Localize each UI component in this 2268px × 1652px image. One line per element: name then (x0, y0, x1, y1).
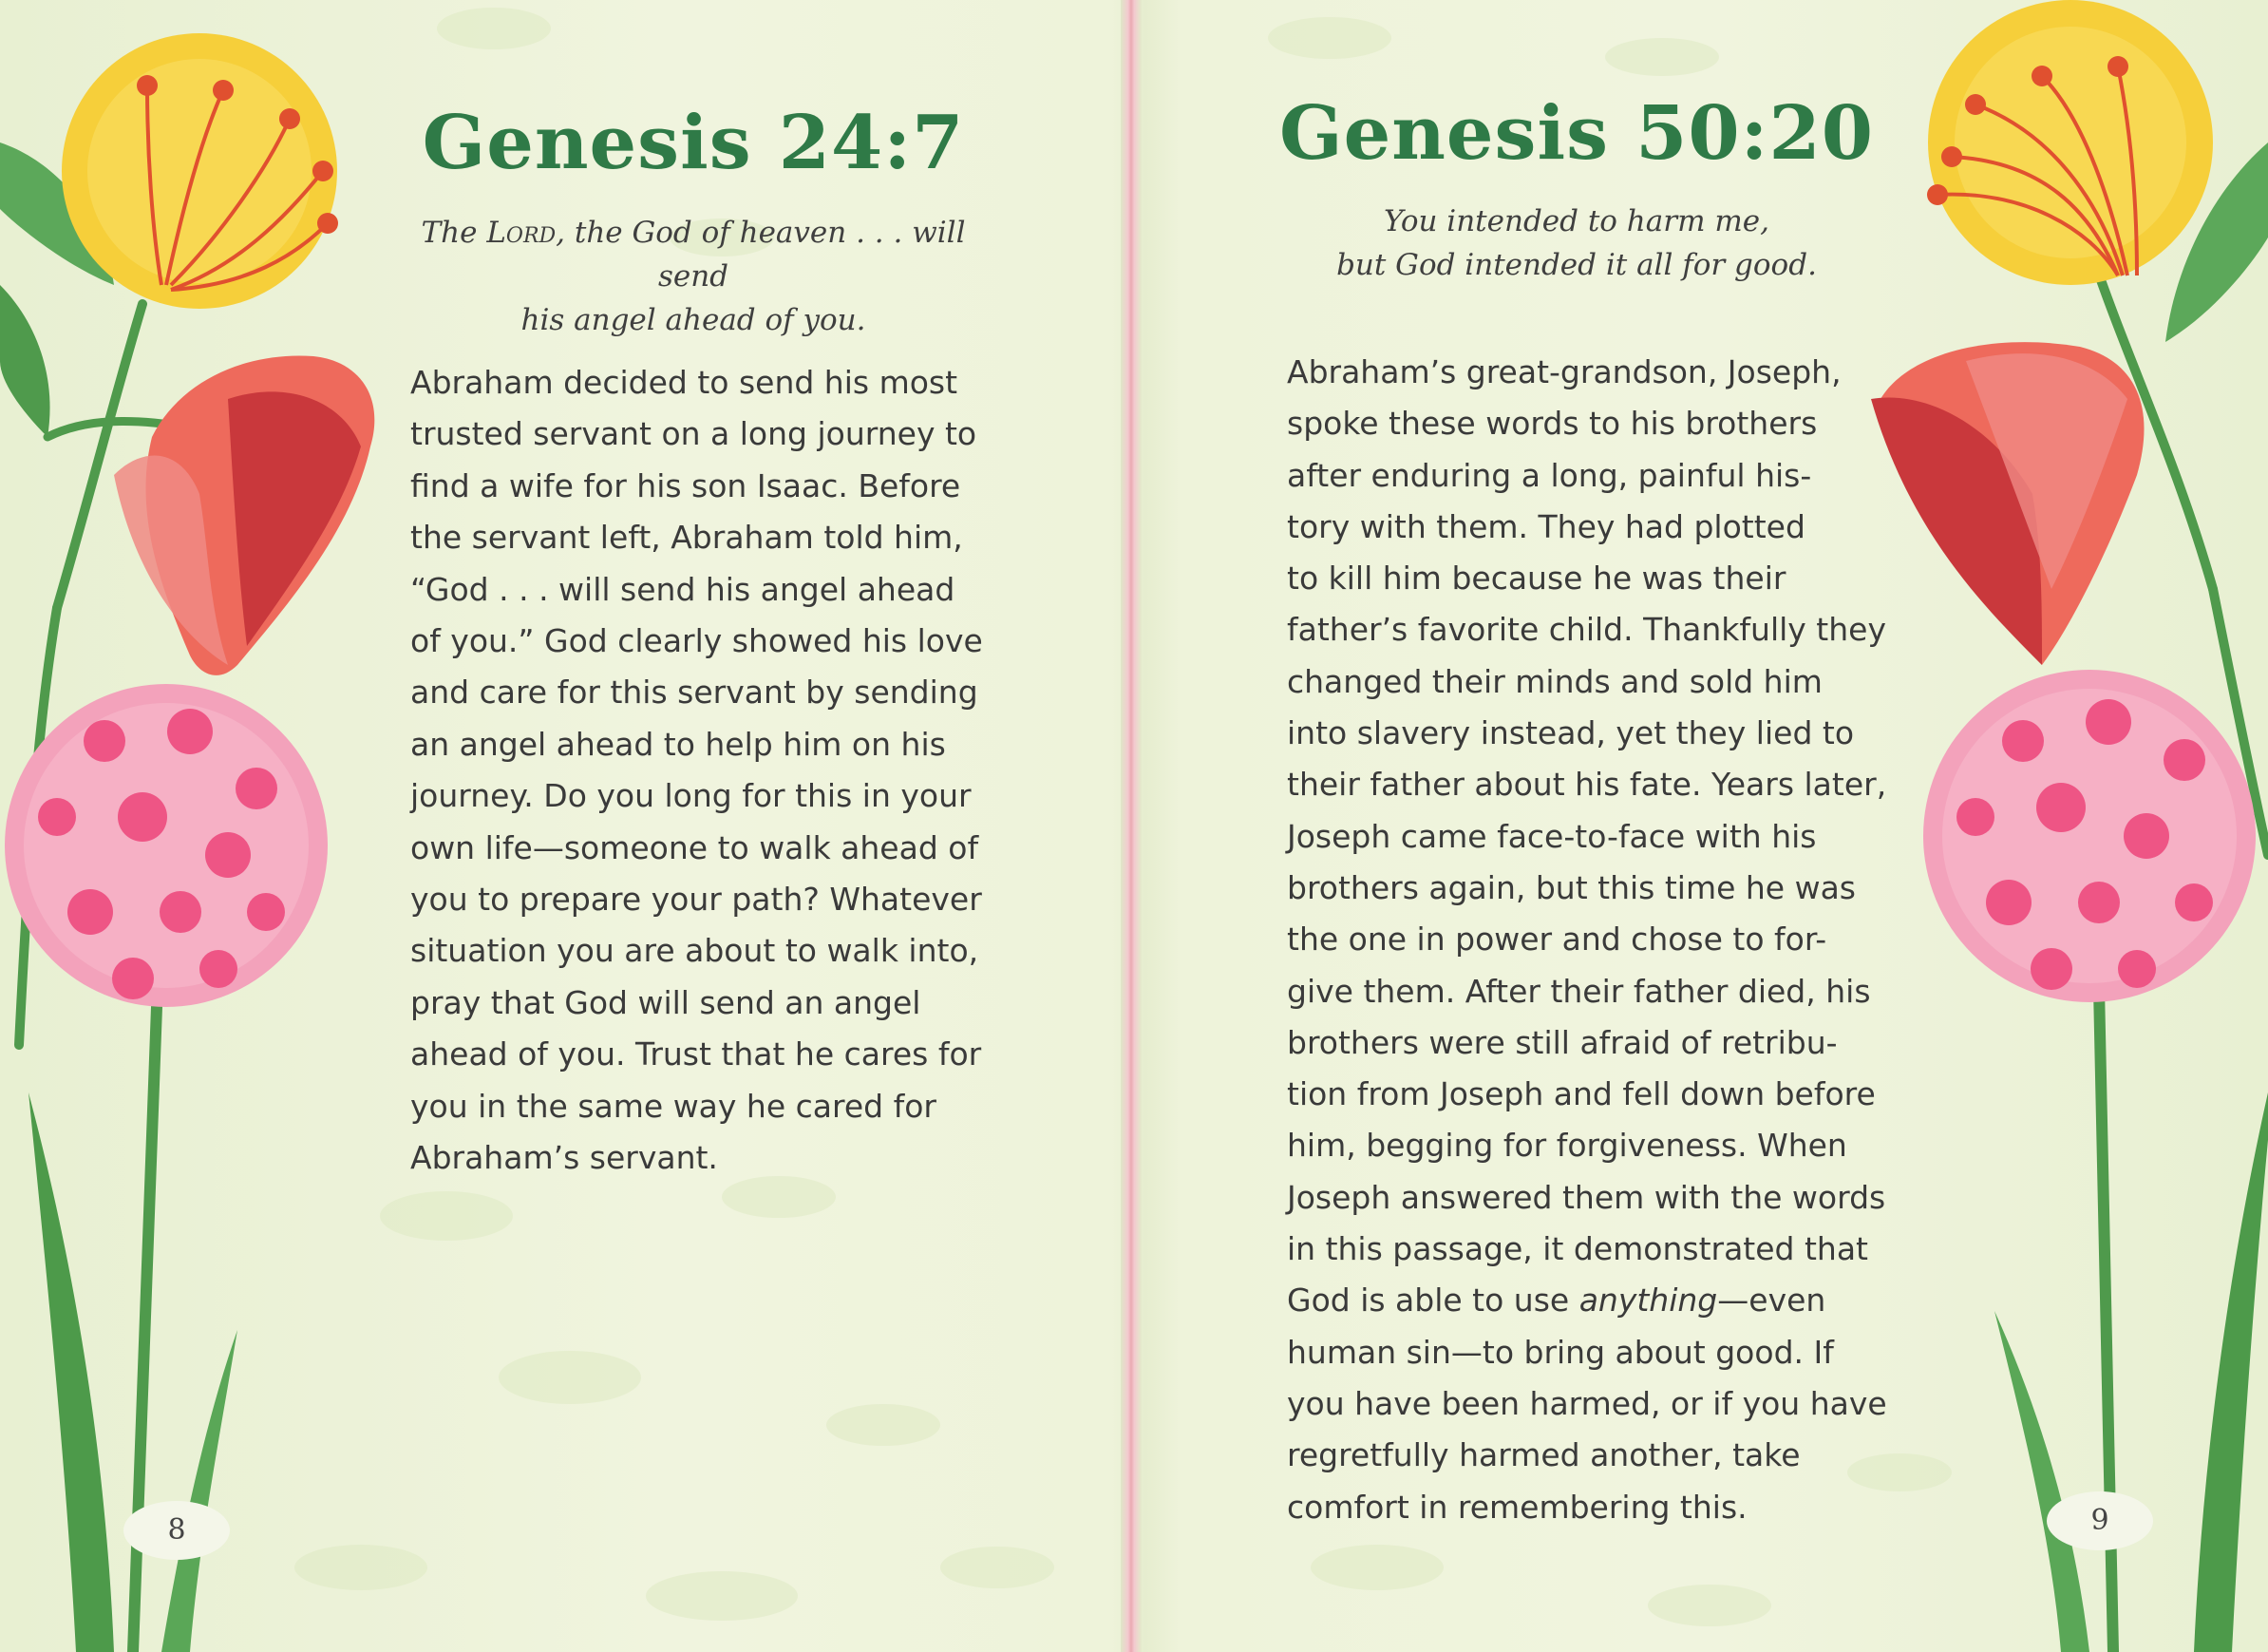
body-line: Joseph came face-to-face with his (1287, 817, 1817, 855)
body-line: father’s favorite child. Thankfully they (1287, 611, 1886, 649)
body-line: spoke these words to his brothers (1287, 405, 1818, 443)
quote-line-1-rest: , the God of heaven . . . will send (556, 216, 966, 294)
right-flower-illustration (1852, 0, 2268, 1652)
quote-line-2: but God intended it all for good. (1336, 248, 1817, 282)
body-line: tory with them. They had plotted (1287, 507, 1805, 545)
emphasized-word: anything (1578, 1282, 1718, 1320)
body-line: brothers again, but this time he was (1287, 868, 1856, 906)
body-line: find a wife for his son Isaac. Before (410, 466, 961, 504)
body-line: Abraham’s great-grandson, Joseph, (1287, 353, 1842, 390)
body-line: him, begging for forgiveness. When (1287, 1127, 1847, 1165)
body-line: Joseph answered them with the words (1287, 1178, 1886, 1216)
body-line: situation you are about to walk into, (410, 932, 979, 970)
body-line: trusted servant on a long journey to (410, 415, 977, 453)
body-line: an angel ahead to help him on his (410, 725, 946, 763)
body-line: the servant left, Abraham told him, (410, 519, 963, 557)
body-line: regretfully harmed another, take (1287, 1436, 1801, 1474)
body-line: pray that God will send an angel (410, 983, 921, 1021)
body-line: comfort in remembering this. (1287, 1488, 1748, 1526)
body-line: “God . . . will send his angel ahead (410, 570, 955, 608)
verse-title: Genesis 50:20 (1278, 90, 1875, 177)
body-line: own life—someone to walk ahead of (410, 828, 979, 866)
body-line: ahead of you. Trust that he cares for (410, 1035, 982, 1073)
body-line: you in the same way he cared for (410, 1087, 936, 1125)
quote-prefix: The (421, 216, 487, 250)
body-line: changed their minds and sold him (1287, 662, 1823, 700)
page-number: 9 (2047, 1491, 2153, 1550)
body-line (1287, 1275, 1881, 1326)
body-line: in this passage, it demonstrated that (1287, 1230, 1868, 1268)
body-text-segment: —even (1717, 1282, 1826, 1320)
body-line: you to prepare your path? Whatever (410, 881, 982, 919)
verse-quote (399, 211, 988, 342)
verse-title: Genesis 24:7 (422, 100, 965, 186)
body-line: human sin—to bring about good. If (1287, 1333, 1834, 1371)
body-line: to kill him because he was their (1287, 560, 1786, 598)
body-line: and care for this servant by sending (410, 674, 978, 712)
quote-line-2: his angel ahead of you. (520, 303, 866, 337)
verse-quote (1301, 199, 1852, 287)
body-line: brothers were still afraid of retribu- (1287, 1023, 1838, 1061)
body-line: into slavery instead, yet they lied to (1287, 714, 1855, 752)
body-line: Abraham decided to send his most (410, 364, 958, 401)
body-line: Abraham’s servant. (410, 1139, 718, 1177)
quote-line-1: You intended to harm me, (1384, 204, 1769, 238)
body-line: of you.” God clearly showed his love (410, 622, 983, 660)
body-line: after enduring a long, painful his- (1287, 456, 1812, 494)
body-line: give them. After their father died, his (1287, 972, 1871, 1010)
body-line: the one in power and chose to for- (1287, 921, 1827, 959)
quote-lord: Lord (486, 216, 557, 250)
left-page (0, 0, 1125, 1652)
body-line: you have been harmed, or if you have (1287, 1384, 1887, 1422)
page-number: 8 (123, 1501, 230, 1560)
left-flower-illustration (0, 0, 399, 1652)
devotional-body (410, 357, 999, 1185)
body-text-segment: God is able to use (1287, 1282, 1579, 1320)
body-line: their father about his fate. Years later, (1287, 766, 1887, 804)
body-line: journey. Do you long for this in your (410, 777, 972, 815)
body-line: tion from Joseph and fell down before (1287, 1075, 1876, 1113)
devotional-body (1287, 347, 1887, 1533)
